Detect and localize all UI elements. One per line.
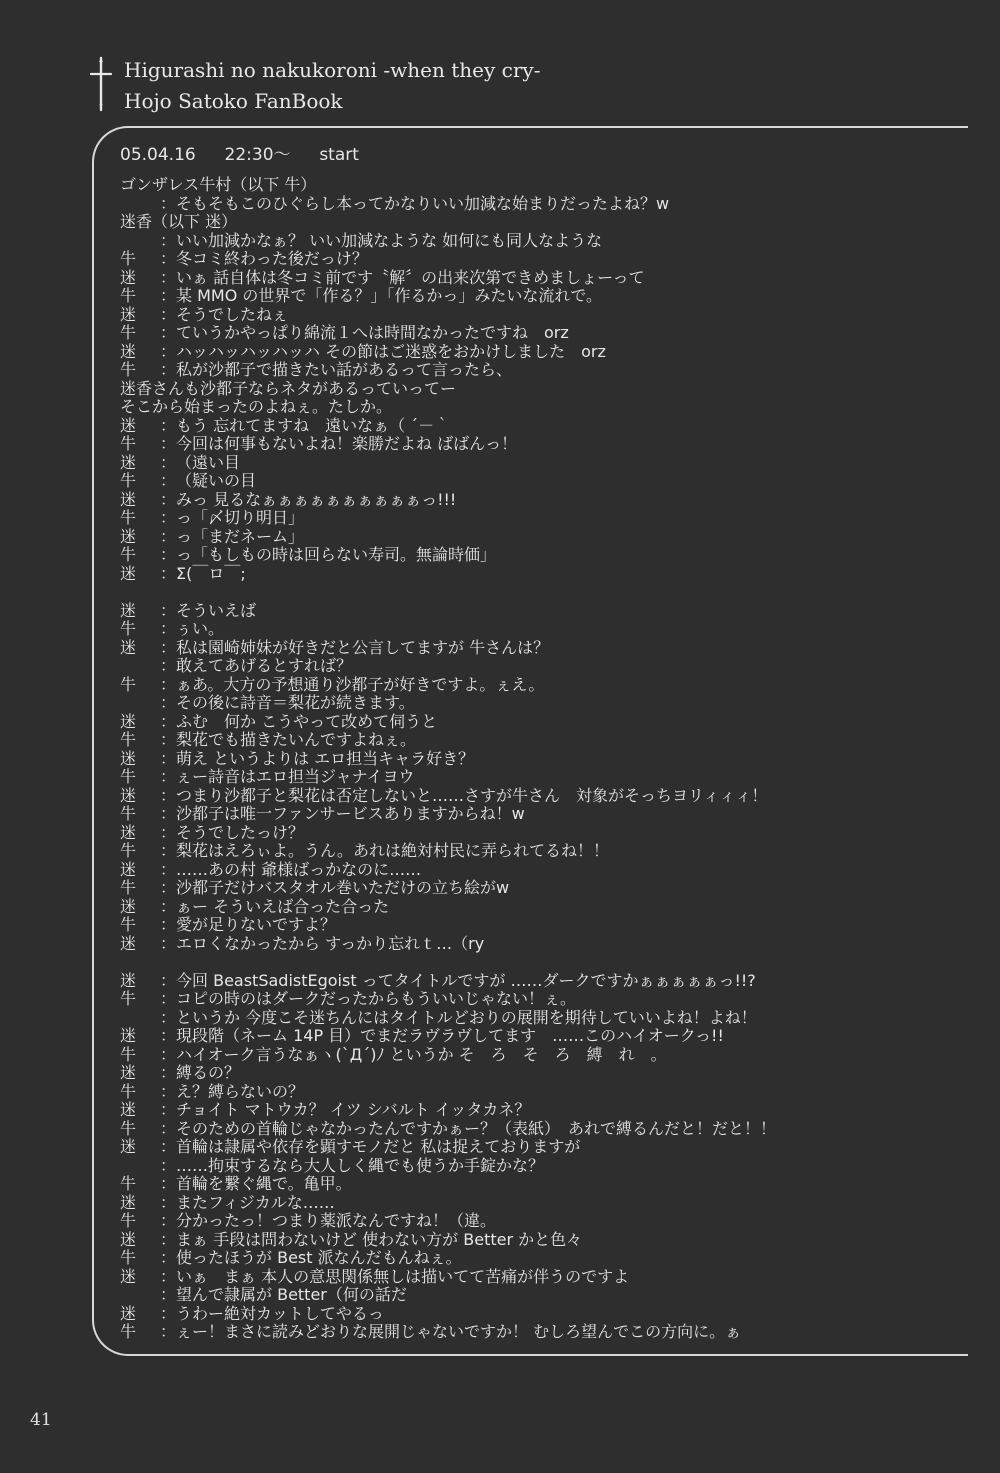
line-text: 現段階（ネーム 14P 目）でまだラヴラヴしてます ……このハイオークっ!! — [176, 1026, 724, 1045]
speaker: 牛 — [120, 878, 137, 897]
speaker: 牛 — [120, 989, 137, 1008]
line-text: 分かったっ！つまり薬派なんですね！（違。 — [176, 1211, 497, 1230]
line-text: ぁあ。大方の予想通り沙都子が好きですよ。ぇえ。 — [176, 674, 545, 694]
separator: ： — [160, 1100, 177, 1119]
header-title: Higurashi no nakukoroni -when they cry- — [124, 58, 541, 82]
separator: ： — [160, 452, 177, 472]
separator: ： — [160, 286, 177, 305]
speaker — [120, 657, 160, 676]
separator: ： — [160, 563, 177, 583]
separator: ： — [160, 1229, 177, 1249]
line-text: （遠い目 — [176, 452, 241, 472]
speaker: 牛 — [120, 286, 137, 305]
dialogue-line — [120, 1027, 950, 1046]
speaker — [120, 1157, 160, 1176]
separator: ： — [160, 1322, 177, 1341]
dialogue-line — [120, 1175, 950, 1194]
separator: ： — [160, 1285, 177, 1304]
dialogue-line — [120, 324, 950, 343]
speaker: 迷 — [120, 1303, 137, 1323]
speaker: 迷 — [120, 563, 137, 583]
dialogue-line — [120, 1120, 950, 1139]
speaker: 牛 — [120, 1118, 137, 1138]
speaker — [120, 694, 160, 713]
dialogue-gap — [120, 953, 950, 972]
separator: ： — [160, 804, 177, 823]
dialogue-line — [120, 1268, 950, 1287]
speaker: 迷 — [120, 489, 137, 509]
dialogue-line — [120, 990, 950, 1009]
line-text: 縛るの？ — [176, 1063, 241, 1082]
line-text: Σ(￣ロ￣; — [176, 563, 246, 583]
separator: ： — [160, 711, 177, 731]
dialogue-line — [120, 306, 950, 325]
separator: ： — [160, 193, 177, 213]
speaker: 迷 — [120, 1100, 137, 1119]
separator: ： — [160, 600, 177, 620]
dialogue-line — [120, 620, 950, 639]
line-text: もう 忘れてますね 遠いなぁ（ ´－｀ — [176, 415, 451, 435]
dialogue-line — [120, 546, 950, 565]
speaker: 牛 — [120, 323, 137, 342]
dialogue-line — [120, 602, 950, 621]
dialogue-line — [120, 435, 950, 454]
line-text: ゴンザレス牛村（以下 牛） — [120, 175, 317, 194]
line-text: そういえば — [176, 600, 257, 620]
dialogue-line — [120, 176, 950, 195]
line-text: ていうかやっぱり綿流１へは時間なかったですね orz — [176, 323, 569, 342]
speaker — [120, 1009, 160, 1028]
line-text: 迷香（以下 迷） — [120, 212, 238, 231]
line-text: っ「まだネーム」 — [176, 526, 305, 546]
separator: ： — [160, 841, 177, 860]
dialogue-line — [120, 731, 950, 750]
line-text: ぅい。 — [176, 619, 225, 638]
line-text: 首輪を繋ぐ縄で。亀甲。 — [176, 1174, 352, 1193]
line-text: （疑いの目 — [176, 471, 257, 490]
line-text: っ「〆切り明日」 — [176, 508, 305, 527]
speaker: 牛 — [120, 915, 137, 934]
speaker: 迷 — [120, 600, 137, 620]
dialogue-line — [120, 1157, 950, 1176]
speaker: 迷 — [120, 637, 137, 657]
separator: ： — [160, 878, 177, 897]
line-text: 敢えてあげるとすれば？ — [176, 656, 353, 675]
page-header — [88, 56, 688, 116]
dialogue-line — [120, 935, 950, 954]
line-text: え？縛らないの？ — [176, 1081, 305, 1101]
dialogue-line — [120, 1009, 950, 1028]
dialogue-line — [120, 1194, 950, 1213]
separator: ： — [160, 1303, 177, 1323]
line-text: いい加減かなぁ？ いい加減なような 如何にも同人なような — [176, 230, 603, 250]
speaker: 牛 — [120, 1044, 137, 1064]
dialogue-line — [120, 509, 950, 528]
dialogue-line — [120, 380, 950, 399]
dialogue-line — [120, 472, 950, 491]
speaker: 牛 — [120, 1174, 137, 1193]
line-text: そうでしたっけ？ — [176, 822, 305, 842]
line-text: つまり沙都子と梨花は否定しないと……さすが牛さん 対象がそっちヨリィィィ！ — [176, 785, 768, 805]
separator: ： — [160, 1266, 177, 1286]
separator: ： — [160, 1211, 177, 1230]
separator: ： — [160, 434, 177, 453]
dialogue-line — [120, 824, 950, 843]
line-text: ふむ 何か こうやって改めて伺うと — [176, 711, 438, 731]
line-text: 萌え というよりは エロ担当キャラ好き？ — [176, 748, 475, 768]
speaker: 牛 — [120, 545, 137, 564]
line-text: そもそもこのひぐらし本ってかなりいい加減な始まりだったよね？w — [176, 193, 670, 213]
separator: ： — [160, 545, 177, 564]
separator: ： — [160, 415, 177, 435]
separator: ： — [160, 1026, 177, 1045]
separator: ： — [160, 989, 177, 1008]
separator: ： — [160, 1044, 177, 1064]
dialogue-line — [120, 1249, 950, 1268]
separator: ： — [160, 1248, 177, 1267]
dialogue-line — [120, 565, 950, 584]
speaker: 牛 — [120, 767, 137, 786]
speaker: 迷 — [120, 1026, 137, 1045]
dialogue-line — [120, 879, 950, 898]
separator: ： — [160, 471, 177, 490]
dialogue-line — [120, 676, 950, 695]
separator: ： — [160, 267, 177, 287]
dialogue-line — [120, 1305, 950, 1324]
line-text: そのための首輪じゃなかったんですかぁー？（表紙） あれで縛るんだと！だと！！ — [176, 1118, 777, 1138]
separator: ： — [160, 970, 177, 990]
speaker: 迷 — [120, 1266, 137, 1286]
dialogue-line — [120, 287, 950, 306]
speaker: 迷 — [120, 970, 137, 990]
dialogue-line — [120, 1323, 950, 1342]
separator: ： — [160, 304, 177, 324]
dialogue-line — [120, 398, 950, 417]
dialogue-line — [120, 269, 950, 288]
speaker: 迷 — [120, 1229, 137, 1249]
line-text: その後に詩音＝梨花が続きます。 — [176, 693, 415, 712]
line-text: そうでしたねぇ — [176, 304, 289, 324]
separator: ： — [160, 656, 177, 675]
line-text: 今回 BeastSadistEgoist ってタイトルですが ……ダークですかぁぁぁぁぁっ!!? — [176, 970, 756, 990]
speaker: 迷 — [120, 452, 137, 472]
line-text: 沙都子は唯一ファンサービスありますからね！w — [176, 804, 525, 823]
dialogue-line — [120, 861, 950, 880]
session-stamp — [120, 140, 359, 165]
dialogue-line — [120, 1231, 950, 1250]
separator: ： — [160, 730, 177, 749]
separator: ： — [160, 637, 177, 657]
speaker: 迷 — [120, 933, 137, 953]
page-number: 41 — [30, 1410, 52, 1430]
speaker — [120, 195, 160, 214]
line-text: いぁ 話自体は冬コミ前です〝解〞の出来次第できめましょーって — [176, 267, 645, 287]
separator: ： — [160, 323, 177, 342]
separator: ： — [160, 822, 177, 842]
dialogue-line — [120, 713, 950, 732]
dialogue-line — [120, 657, 950, 676]
dialogue-line — [120, 898, 950, 917]
line-text: 愛が足りないですよ？ — [176, 915, 337, 934]
line-text: チョイト マトウカ？ イツ シバルト イッタカネ？ — [176, 1100, 531, 1119]
dialogue-line — [120, 361, 950, 380]
line-text: 冬コミ終わった後だっけ？ — [176, 249, 368, 268]
separator: ： — [160, 1174, 177, 1193]
dialogue-line — [120, 1138, 950, 1157]
line-text: 私は園崎姉妹が好きだと公言してますが 牛さんは？ — [176, 637, 550, 657]
line-text: ぁー そういえば合った合った — [176, 896, 390, 916]
speaker: 牛 — [120, 619, 137, 638]
speaker: 迷 — [120, 415, 137, 435]
line-text: ……あの村 爺様ばっかなのに…… — [176, 859, 422, 879]
speaker: 迷 — [120, 267, 137, 287]
speaker: 牛 — [120, 434, 137, 453]
dialogue-line — [120, 195, 950, 214]
line-text: そこから始まったのよねぇ。たしか。 — [120, 397, 393, 416]
separator: ： — [160, 1155, 177, 1175]
dialogue-gap — [120, 583, 950, 602]
line-text: ハッハッハッハッハ その節はご迷惑をおかけしました orz — [176, 341, 606, 361]
dialogue-line — [120, 639, 950, 658]
line-text: ぇー！まさに読みどおりな展開じゃないですか！ むしろ望んでこの方向に。ぁ — [176, 1322, 742, 1341]
separator: ： — [160, 693, 177, 712]
line-text: 迷香さんも沙都子ならネタがあるっていってー — [120, 378, 457, 398]
separator: ： — [160, 896, 177, 916]
speaker: 迷 — [120, 859, 137, 879]
dialogue-line — [120, 213, 950, 232]
dialogue-line — [120, 972, 950, 991]
speaker: 牛 — [120, 508, 137, 527]
speaker: 迷 — [120, 1137, 137, 1156]
speaker: 牛 — [120, 471, 137, 490]
separator: ： — [160, 748, 177, 768]
line-text: というか 今度こそ迷ちんにはタイトルどおりの展開を期待していいよね！よね！ — [176, 1007, 757, 1027]
dialogue-line — [120, 232, 950, 251]
line-text: みっ 見るなぁぁぁぁぁぁぁぁぁぁっ!!! — [176, 489, 457, 509]
speaker: 迷 — [120, 785, 137, 805]
speaker: 牛 — [120, 1248, 137, 1267]
line-text: ぇー詩音はエロ担当ジャナイヨウ — [176, 767, 415, 786]
speaker: 迷 — [120, 526, 137, 546]
separator: ： — [160, 1007, 177, 1027]
line-text: ハイオーク言うなぁヽ(`Д´)ﾉ というか そ ろ そ ろ 縛 れ 。 — [176, 1044, 667, 1064]
separator: ： — [160, 1063, 177, 1082]
speaker: 迷 — [120, 748, 137, 768]
separator: ： — [160, 674, 177, 694]
speaker: 牛 — [120, 1322, 137, 1341]
line-text: エロくなかったから すっかり忘れｔ…（ry — [176, 933, 485, 953]
line-text: 某 MMO の世界で「作る？」「作るかっ」みたいな流れで。 — [176, 286, 603, 305]
dialogue-line — [120, 1212, 950, 1231]
separator: ： — [160, 785, 177, 805]
speaker: 迷 — [120, 304, 137, 324]
session-time: 22:30～ — [224, 145, 291, 165]
dialogue-line — [120, 454, 950, 473]
dialogue-line — [120, 768, 950, 787]
dialogue-line — [120, 842, 950, 861]
dialogue-line — [120, 787, 950, 806]
dialogue-line — [120, 1286, 950, 1305]
separator: ： — [160, 489, 177, 509]
line-text: まぁ 手段は問わないけど 使わない方が Better かと色々 — [176, 1229, 583, 1249]
line-text: 今回は何事もないよね！楽勝だよね ばばんっ！ — [176, 434, 518, 453]
session-date: 05.04.16 — [120, 145, 196, 165]
separator: ： — [160, 933, 177, 953]
dialogue-line — [120, 1083, 950, 1102]
speaker: 迷 — [120, 896, 137, 916]
line-text: またフィジカルな…… — [176, 1192, 335, 1212]
speaker: 迷 — [120, 711, 137, 731]
speaker: 迷 — [120, 822, 137, 842]
dialogue-line — [120, 694, 950, 713]
speaker: 迷 — [120, 1192, 137, 1212]
separator: ： — [160, 1081, 177, 1101]
dialogue-line — [120, 805, 950, 824]
speaker: 牛 — [120, 249, 137, 268]
cross-icon — [88, 56, 114, 112]
line-text: 梨花はえろぃよ。うん。あれは絶対村民に弄られてるね！！ — [176, 841, 609, 860]
dialogue-line — [120, 916, 950, 935]
separator: ： — [160, 859, 177, 879]
line-text: いぁ まぁ 本人の意思関係無しは描いてて苦痛が伴うのですよ — [176, 1266, 630, 1286]
separator: ： — [160, 1137, 177, 1156]
header-subtitle: Hojo Satoko FanBook — [124, 89, 343, 113]
line-text: コピの時のはダークだったからもういいじゃない！ぇ。 — [176, 989, 577, 1008]
separator: ： — [160, 508, 177, 527]
dialogue-line — [120, 750, 950, 769]
speaker: 牛 — [120, 1211, 137, 1230]
dialogue-line — [120, 1101, 950, 1120]
separator: ： — [160, 1118, 177, 1138]
line-text: 梨花でも描きたいんですよねぇ。 — [176, 730, 417, 749]
dialogue-line — [120, 528, 950, 547]
separator: ： — [160, 767, 177, 786]
line-text: っ「もしもの時は回らない寿司。無論時価」 — [176, 545, 497, 564]
separator: ： — [160, 619, 177, 638]
dialogue-line — [120, 1046, 950, 1065]
line-text: 望んで隷属が Better（何の話だ — [176, 1285, 407, 1304]
separator: ： — [160, 526, 177, 546]
separator: ： — [160, 360, 177, 379]
speaker: 牛 — [120, 841, 137, 860]
speaker: 牛 — [120, 730, 137, 749]
line-text: ……拘束するなら大人しく縄でも使うか手錠かな？ — [176, 1155, 545, 1175]
dialogue-line — [120, 343, 950, 362]
separator: ： — [160, 915, 177, 934]
session-status: start — [319, 145, 359, 165]
speaker: 牛 — [120, 804, 137, 823]
separator: ： — [160, 1192, 177, 1212]
speaker: 迷 — [120, 1063, 137, 1082]
dialogue-line — [120, 1064, 950, 1083]
speaker — [120, 1286, 160, 1305]
speaker: 牛 — [120, 674, 137, 694]
speaker: 牛 — [120, 360, 137, 379]
dialogue-line — [120, 250, 950, 269]
line-text: 沙都子だけバスタオル巻いただけの立ち絵がw — [176, 878, 510, 897]
line-text: 使ったほうが Best 派なんだもんねぇ。 — [176, 1248, 462, 1267]
line-text: 首輪は隷属や依存を顕すモノだと 私は捉えておりますが — [176, 1137, 581, 1156]
speaker — [120, 232, 160, 251]
separator: ： — [160, 341, 177, 361]
dialogue-transcript — [120, 176, 950, 1342]
line-text: うわー絶対カットしてやるっ — [176, 1303, 384, 1323]
separator: ： — [160, 249, 177, 268]
speaker: 迷 — [120, 341, 137, 361]
dialogue-line — [120, 491, 950, 510]
dialogue-line — [120, 417, 950, 436]
speaker: 牛 — [120, 1081, 137, 1101]
line-text: 私が沙都子で描きたい話があるって言ったら、 — [176, 360, 513, 379]
separator: ： — [160, 230, 177, 250]
